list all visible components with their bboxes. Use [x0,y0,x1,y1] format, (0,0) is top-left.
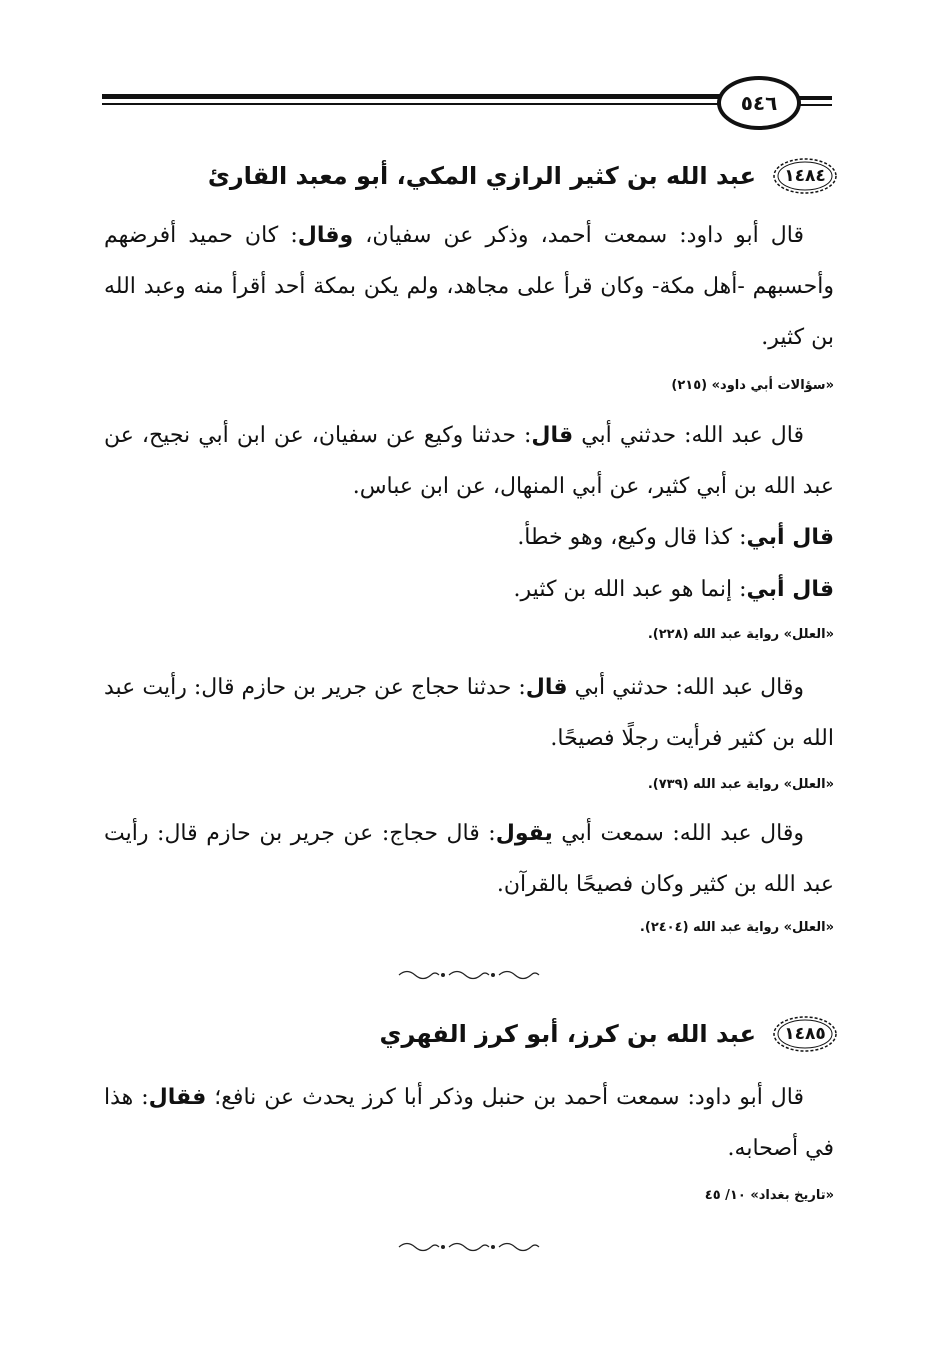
floral-divider-icon [395,968,545,982]
rosette-badge-icon [772,1014,838,1054]
bold-run: وقال [297,223,354,248]
paragraph [104,662,834,764]
text-run: وقال عبد الله: حدثني أبي [567,675,804,700]
entry-title: عبد الله بن كرز، أبو كرز الفهري [379,1020,756,1048]
text-run: : حدثنا حجاج عن جرير بن حازم قال: رأيت عبد الله بن كثير فرأيت رجلًا فصيحًا. [104,675,834,751]
paragraph-line [134,570,834,610]
bold-run: يقول [495,821,553,846]
text-run: : كان حميد أفرضهم وأحسبهم -أهل مكة- وكان قرأ على مجاهد، ولم يكن بمكة أحد أقرأ منه وعبد الله بن كثير. [104,223,834,350]
source-citation: «سؤالات أبي داود» (٢١٥) [671,378,834,393]
header-rule-end [798,96,832,100]
entry-number: ١٤٨٥ [784,1024,826,1044]
entry-number: ١٤٨٤ [784,166,826,186]
entry-header-1484 [208,156,838,196]
page-number: ٥٤٦ [717,76,801,130]
bold-run: قال [531,423,574,448]
bold-run: فقال [148,1085,207,1110]
paragraph [104,1072,834,1174]
paragraph [104,210,834,363]
text-run: قال أبو داود: سمعت أحمد، وذكر عن سفيان، [353,223,804,248]
rosette-badge-icon [772,156,838,196]
entry-header-1485 [380,1014,838,1054]
text-run: : إنما هو عبد الله بن كثير. [513,577,747,602]
source-citation: «تاريخ بغداد» ١٠/ ٤٥ [704,1188,834,1203]
bold-run: قال أبي [746,577,834,602]
floral-divider-icon [395,1240,545,1254]
header-rule-thin [102,103,722,105]
paragraph-line [134,518,834,558]
source-citation: «العلل» رواية عبد الله (٢٢٨). [647,627,834,642]
text-run: : قال حجاج: عن جرير بن حازم قال: رأيت عبد الله بن كثير وكان فصيحًا بالقرآن. [104,821,834,897]
text-run: قال عبد الله: حدثني أبي [573,423,804,448]
entry-title: عبد الله بن كثير الرازي المكي، أبو معبد القارئ [207,162,756,190]
paragraph [104,410,834,512]
header-rule-thick [102,94,722,99]
text-run: : هذا في أصحابه. [104,1085,834,1161]
paragraph [104,808,834,910]
source-citation: «العلل» رواية عبد الله (٢٤٠٤). [639,920,834,935]
source-citation: «العلل» رواية عبد الله (٧٣٩). [647,777,834,792]
text-run: : كذا قال وكيع، وهو خطأ. [517,525,747,550]
text-run: قال أبو داود: سمعت أحمد بن حنبل وذكر أبا كرز يحدث عن نافع؛ [206,1085,804,1110]
text-run: وقال عبد الله: سمعت أبي [552,821,804,846]
bold-run: قال أبي [746,525,834,550]
text-run: : حدثنا وكيع عن سفيان، عن ابن أبي نجيح، عن عبد الله بن أبي كثير، عن أبي المنهال، عن ابن عباس. [104,423,834,499]
header-rule-end-thin [798,104,832,106]
bold-run: قال [525,675,568,700]
